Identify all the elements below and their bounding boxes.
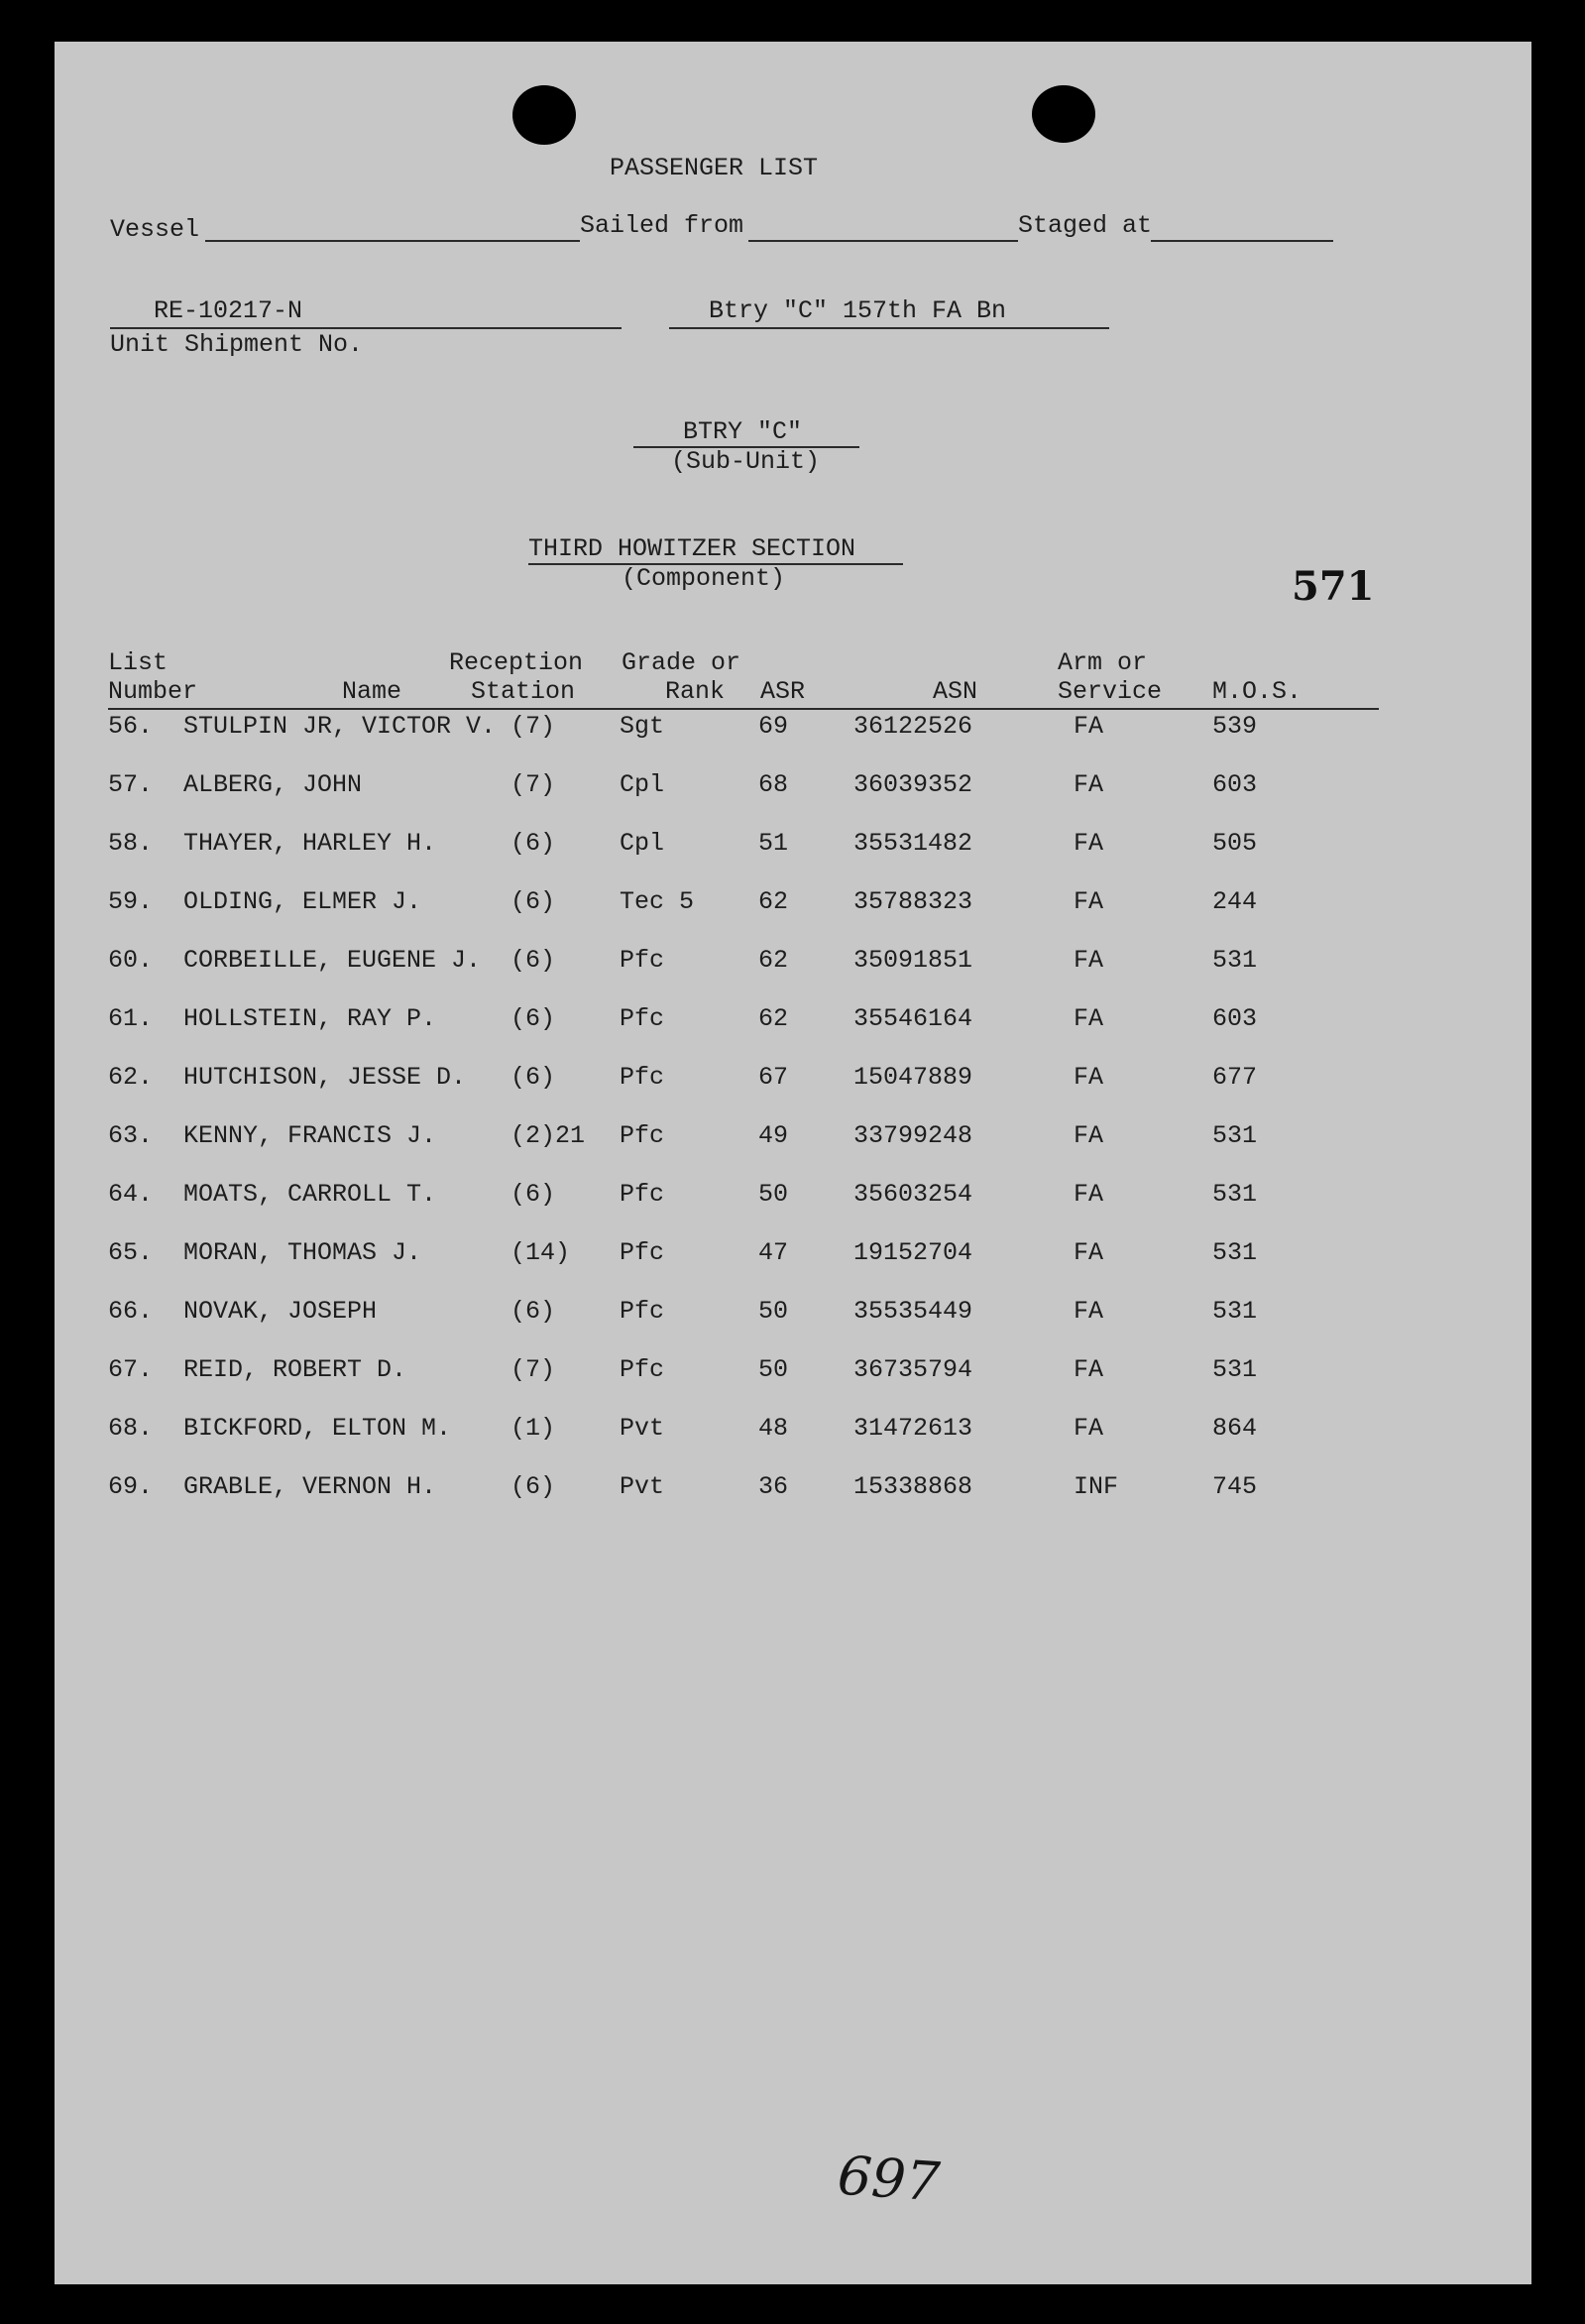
cell-mos: 244 [1212, 887, 1258, 916]
component-value: THIRD HOWITZER SECTION [528, 534, 856, 563]
cell-list-number: 67. [108, 1355, 154, 1384]
cell-asn: 35788323 [853, 887, 973, 916]
cell-name: KENNY, FRANCIS J. [183, 1121, 437, 1150]
component-label: (Component) [622, 564, 786, 593]
cell-name: MOATS, CARROLL T. [183, 1180, 437, 1209]
table-row [55, 712, 1531, 752]
col-name-header: Name [342, 677, 402, 706]
cell-reception-station: (6) [510, 946, 556, 975]
cell-asr: 49 [758, 1121, 789, 1150]
cell-asr: 62 [758, 946, 789, 975]
cell-asr: 48 [758, 1414, 789, 1443]
cell-reception-station: (6) [510, 1297, 556, 1326]
col-list-label: List [108, 648, 169, 677]
cell-reception-station: (7) [510, 770, 556, 799]
cell-asr: 68 [758, 770, 789, 799]
cell-reception-station: (6) [510, 1004, 556, 1033]
staged-at-blank-line [1151, 240, 1333, 242]
sailed-from-blank-line [748, 240, 1018, 242]
col-grade-header [622, 648, 740, 706]
shipment-number-line [110, 327, 622, 329]
col-service-label: Service [1058, 677, 1163, 706]
cell-list-number: 59. [108, 887, 154, 916]
cell-asn: 35531482 [853, 829, 973, 858]
cell-list-number: 62. [108, 1063, 154, 1092]
header-rule [108, 708, 1379, 710]
cell-grade: Pfc [620, 1297, 665, 1326]
cell-name: THAYER, HARLEY H. [183, 829, 437, 858]
cell-grade: Tec 5 [620, 887, 695, 916]
cell-mos: 531 [1212, 1121, 1258, 1150]
unit-shipment-label: Unit Shipment No. [110, 330, 364, 359]
cell-grade: Pfc [620, 1355, 665, 1384]
table-row [55, 1004, 1531, 1044]
cell-arm-service: FA [1074, 946, 1104, 975]
vessel-label: Vessel [110, 215, 200, 244]
cell-mos: 864 [1212, 1414, 1258, 1443]
table-row [55, 1180, 1531, 1220]
col-reception-label: Reception [449, 648, 584, 677]
cell-reception-station: (7) [510, 712, 556, 741]
unit-designation: Btry "C" 157th FA Bn [709, 296, 1007, 325]
col-asn-header: ASN [933, 677, 978, 706]
table-row [55, 1355, 1531, 1395]
table-row [55, 1063, 1531, 1103]
col-asr-header: ASR [760, 677, 806, 706]
cell-reception-station: (6) [510, 1472, 556, 1501]
cell-name: HOLLSTEIN, RAY P. [183, 1004, 437, 1033]
table-row [55, 1414, 1531, 1453]
cell-grade: Pfc [620, 1063, 665, 1092]
col-list-number-header [108, 648, 197, 706]
cell-grade: Pfc [620, 946, 665, 975]
cell-mos: 603 [1212, 770, 1258, 799]
cell-grade: Pvt [620, 1472, 665, 1501]
table-row [55, 770, 1531, 810]
cell-name: REID, ROBERT D. [183, 1355, 407, 1384]
cell-asn: 33799248 [853, 1121, 973, 1150]
cell-arm-service: INF [1074, 1472, 1119, 1501]
cell-mos: 603 [1212, 1004, 1258, 1033]
cell-reception-station: (6) [510, 829, 556, 858]
table-row [55, 1297, 1531, 1336]
cell-mos: 505 [1212, 829, 1258, 858]
cell-name: GRABLE, VERNON H. [183, 1472, 437, 1501]
cell-arm-service: FA [1074, 887, 1104, 916]
document-title: PASSENGER LIST [610, 154, 819, 182]
sailed-from-label: Sailed from [580, 211, 744, 240]
cell-arm-service: FA [1074, 1180, 1104, 1209]
cell-list-number: 58. [108, 829, 154, 858]
cell-asr: 67 [758, 1063, 789, 1092]
cell-name: STULPIN JR, VICTOR V. [183, 712, 497, 741]
cell-asn: 15047889 [853, 1063, 973, 1092]
cell-arm-service: FA [1074, 1121, 1104, 1150]
col-arm-header [1058, 648, 1162, 706]
cell-asn: 35091851 [853, 946, 973, 975]
unit-designation-line [669, 327, 1109, 329]
cell-reception-station: (2)21 [510, 1121, 586, 1150]
cell-grade: Sgt [620, 712, 665, 741]
cell-grade: Pfc [620, 1180, 665, 1209]
cell-grade: Pvt [620, 1414, 665, 1443]
cell-mos: 745 [1212, 1472, 1258, 1501]
cell-asn: 35535449 [853, 1297, 973, 1326]
table-row [55, 1472, 1531, 1512]
col-rank-label: Rank [665, 677, 726, 706]
table-row [55, 887, 1531, 927]
cell-arm-service: FA [1074, 1004, 1104, 1033]
cell-grade: Pfc [620, 1004, 665, 1033]
table-row [55, 829, 1531, 869]
cell-asn: 36122526 [853, 712, 973, 741]
cell-reception-station: (7) [510, 1355, 556, 1384]
col-station-label: Station [471, 677, 576, 706]
cell-arm-service: FA [1074, 1297, 1104, 1326]
punch-hole-right [1032, 85, 1095, 143]
cell-list-number: 68. [108, 1414, 154, 1443]
cell-arm-service: FA [1074, 1355, 1104, 1384]
cell-asr: 51 [758, 829, 789, 858]
cell-name: NOVAK, JOSEPH [183, 1297, 378, 1326]
cell-arm-service: FA [1074, 770, 1104, 799]
cell-mos: 531 [1212, 1355, 1258, 1384]
cell-arm-service: FA [1074, 829, 1104, 858]
cell-asn: 36039352 [853, 770, 973, 799]
cell-asr: 47 [758, 1238, 789, 1267]
cell-name: CORBEILLE, EUGENE J. [183, 946, 482, 975]
cell-mos: 539 [1212, 712, 1258, 741]
cell-list-number: 61. [108, 1004, 154, 1033]
staged-at-label: Staged at [1018, 211, 1153, 240]
cell-asn: 35546164 [853, 1004, 973, 1033]
unit-shipment-number: RE-10217-N [154, 296, 303, 325]
cell-list-number: 66. [108, 1297, 154, 1326]
sub-unit-label: (Sub-Unit) [671, 447, 821, 476]
handwritten-number: 697 [835, 2144, 943, 2214]
cell-name: OLDING, ELMER J. [183, 887, 422, 916]
cell-mos: 531 [1212, 1180, 1258, 1209]
cell-list-number: 56. [108, 712, 154, 741]
cell-name: MORAN, THOMAS J. [183, 1238, 422, 1267]
document-page [55, 42, 1531, 2284]
cell-name: BICKFORD, ELTON M. [183, 1414, 452, 1443]
cell-grade: Pfc [620, 1238, 665, 1267]
cell-arm-service: FA [1074, 712, 1104, 741]
cell-arm-service: FA [1074, 1238, 1104, 1267]
cell-list-number: 65. [108, 1238, 154, 1267]
cell-reception-station: (6) [510, 1180, 556, 1209]
cell-asr: 50 [758, 1180, 789, 1209]
cell-grade: Pfc [620, 1121, 665, 1150]
cell-mos: 531 [1212, 1238, 1258, 1267]
cell-mos: 531 [1212, 1297, 1258, 1326]
cell-asn: 36735794 [853, 1355, 973, 1384]
table-row [55, 1238, 1531, 1278]
cell-mos: 677 [1212, 1063, 1258, 1092]
vessel-blank-line [205, 240, 580, 242]
cell-grade: Cpl [620, 829, 665, 858]
cell-name: ALBERG, JOHN [183, 770, 363, 799]
cell-asr: 62 [758, 1004, 789, 1033]
cell-asr: 50 [758, 1355, 789, 1384]
cell-arm-service: FA [1074, 1414, 1104, 1443]
cell-asr: 50 [758, 1297, 789, 1326]
cell-list-number: 63. [108, 1121, 154, 1150]
cell-list-number: 64. [108, 1180, 154, 1209]
cell-asn: 19152704 [853, 1238, 973, 1267]
cell-list-number: 69. [108, 1472, 154, 1501]
cell-reception-station: (6) [510, 1063, 556, 1092]
col-reception-header [449, 648, 583, 706]
sub-unit-value: BTRY "C" [683, 417, 803, 446]
col-mos-header: M.O.S. [1212, 677, 1302, 706]
cell-list-number: 57. [108, 770, 154, 799]
punch-hole-left [512, 85, 576, 145]
col-grade-label: Grade or [622, 648, 741, 677]
cell-list-number: 60. [108, 946, 154, 975]
cell-reception-station: (14) [510, 1238, 571, 1267]
cell-arm-service: FA [1074, 1063, 1104, 1092]
cell-asr: 69 [758, 712, 789, 741]
table-row [55, 946, 1531, 986]
cell-reception-station: (6) [510, 887, 556, 916]
cell-mos: 531 [1212, 946, 1258, 975]
page-number-stamp: 571 [1292, 563, 1375, 610]
cell-asn: 31472613 [853, 1414, 973, 1443]
col-number-label: Number [108, 677, 198, 706]
cell-asr: 36 [758, 1472, 789, 1501]
table-row [55, 1121, 1531, 1161]
cell-name: HUTCHISON, JESSE D. [183, 1063, 467, 1092]
cell-asr: 62 [758, 887, 789, 916]
cell-grade: Cpl [620, 770, 665, 799]
cell-asn: 15338868 [853, 1472, 973, 1501]
cell-reception-station: (1) [510, 1414, 556, 1443]
cell-asn: 35603254 [853, 1180, 973, 1209]
col-arm-label: Arm or [1058, 648, 1148, 677]
